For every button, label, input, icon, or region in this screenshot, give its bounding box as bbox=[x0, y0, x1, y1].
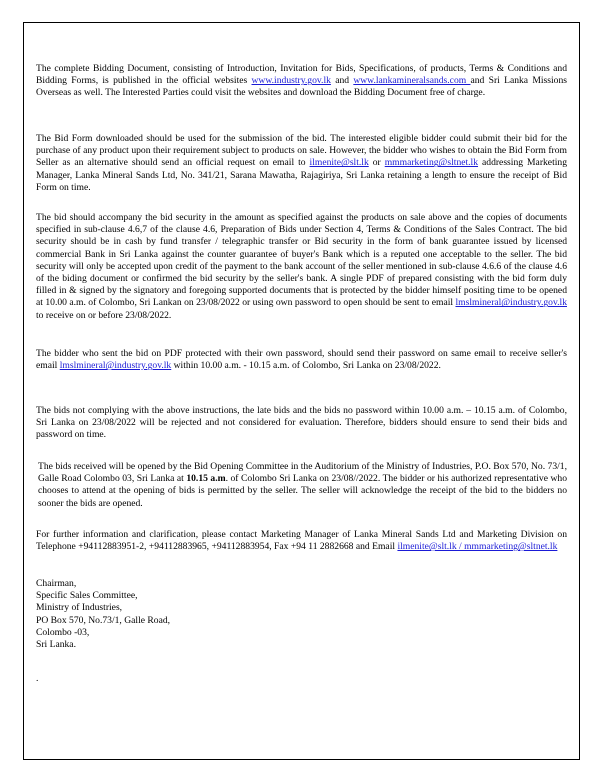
paragraph-non-complying bbox=[36, 405, 567, 442]
p6-text-2: . of Colombo Sri Lanka on 23/08//2022. The bidder or his authorized representative who chooses to attend at the opening of bids is permitted by the seller. The seller will acknowledge the receipt of the bid to the bidders no sooner the bids are opened. bbox=[38, 473, 567, 509]
document-page bbox=[23, 22, 580, 760]
paragraph-bid-form bbox=[36, 133, 567, 194]
signature-block bbox=[36, 578, 170, 651]
link-mmmarketing-email[interactable]: mmmarketing@sltnet.lk bbox=[384, 157, 479, 169]
p3-text-1: The bid should accompany the bid security in the amount as specified against the products on sale above and the copies of documents specified in sub-clause 4.6,7 of the clause 4.6, Preparation of Bids under Section 4, Terms & Conditions of the Sales Contract. The bid security should be in cash by fund transfer / telegraphic transfer or Bid security in the form of bank guarantee issued by licensed commercial Bank in Sri Lanka against the counter guarantee of buyer's Bank which is a reputed one acceptable to the seller. The bid security will only be accepted upon credit of the payment to the bank account of the seller mentioned in sub-clause 4.6.6 of the clause 4.6 of the biding document or confirmed the bid security by the seller's bank. A single PDF of prepared consisting with the bid form duly filled in & signed by the signatory and foregoing supported documents that is protected by the bidder himself positing time to be opened at 10.00 a.m. of Colombo, Sri Lankan on 23/08/2022 or using own password to open should be sent to email bbox=[36, 212, 567, 309]
paragraph-bid-opening bbox=[38, 461, 567, 510]
paragraph-bidding-document bbox=[36, 63, 567, 100]
p4-text-1: The bidder who sent the bid on PDF protected with their own password, should send their password on same email to receive seller's email bbox=[36, 348, 567, 372]
link-lanka-mineral-sands[interactable]: www.lankamineralsands.com bbox=[353, 75, 471, 87]
p6-text-1: The bids received will be opened by the Bid Opening Committee in the Auditorium of the Ministry of Industries, P.O. Box 570, No. 73/1, Galle Road Colombo 03, Sri Lanka at bbox=[38, 461, 567, 485]
p4-text-2: within 10.00 a.m. - 10.15 a.m. of Colombo, Sri Lanka on 23/08/2022. bbox=[171, 360, 441, 372]
p1-text-3: and Sri Lanka Missions Overseas as well. The Interested Parties could visit the websites and download the Bidding Document free of charge. bbox=[36, 75, 567, 99]
signature-line: Sri Lanka. bbox=[36, 639, 76, 651]
p2-text-1: The Bid Form downloaded should be used for the submission of the bid. The interested eligible bidder could submit their bid for the purchase of any product upon their requirement subject to products on sale. However, the bidder who wishes to obtain the Bid Form from Seller as an alternative should send an official request on email to bbox=[36, 133, 567, 169]
p1-text-2: and bbox=[330, 75, 354, 87]
signature-line: Colombo -03, bbox=[36, 626, 90, 638]
p2-text-3: addressing Marketing Manager, Lanka Mineral Sands Ltd, No. 341/21, Sarana Mawatha, Rajagiriya, Sri Lanka retaining a length to ensure the receipt of Bid Form on time. bbox=[36, 157, 567, 193]
link-lmslmineral-email-2[interactable]: lmslmineral@industry.gov.lk bbox=[59, 360, 172, 372]
paragraph-contact bbox=[36, 529, 567, 553]
p7-text-1: For further information and clarification, please contact Marketing Manager of Lanka Mineral Sands Ltd and Marketing Division on Telephone +94112883951-2, +94112883965, +94112883954, Fax +94 11 2882668 and Email bbox=[36, 529, 567, 553]
signature-line: PO Box 570, No.73/1, Galle Road, bbox=[36, 614, 171, 626]
paragraph-bid-security bbox=[36, 212, 567, 322]
signature-line: Chairman, bbox=[36, 578, 77, 589]
signature-line: Ministry of Industries, bbox=[36, 602, 123, 614]
p3-text-2: to receive on or before 23/08/2022. bbox=[36, 309, 172, 321]
link-contact-emails[interactable]: ilmenite@slt.lk / mmmarketing@sltnet.lk bbox=[397, 541, 558, 553]
paragraph-password bbox=[36, 348, 567, 372]
signature-line: Specific Sales Committee, bbox=[36, 590, 138, 602]
p5-text-1: The bids not complying with the above instructions, the late bids and the bids no password within 10.00 a.m. – 10.15 a.m. of Colombo, Sri Lanka on 23/08/2022 will be rejected and not considered for evaluation. Therefore, bidders should ensure to send their bids and password on time. bbox=[36, 405, 567, 441]
p6-bold-time: 10.15 a.m bbox=[186, 473, 226, 485]
link-industry-gov[interactable]: www.industry.gov.lk bbox=[251, 75, 331, 87]
link-ilmenite-email[interactable]: ilmenite@slt.lk bbox=[309, 157, 369, 169]
p2-text-2: or bbox=[368, 157, 385, 169]
p1-text-1: The complete Bidding Document, consisting of Introduction, Invitation for Bids, Specifications, of products, Terms & Conditions and Bidding Forms, is published in the official websites bbox=[36, 63, 567, 87]
trailing-mark: . bbox=[36, 673, 39, 684]
link-lmslmineral-email[interactable]: lmslmineral@industry.gov.lk bbox=[455, 297, 567, 309]
